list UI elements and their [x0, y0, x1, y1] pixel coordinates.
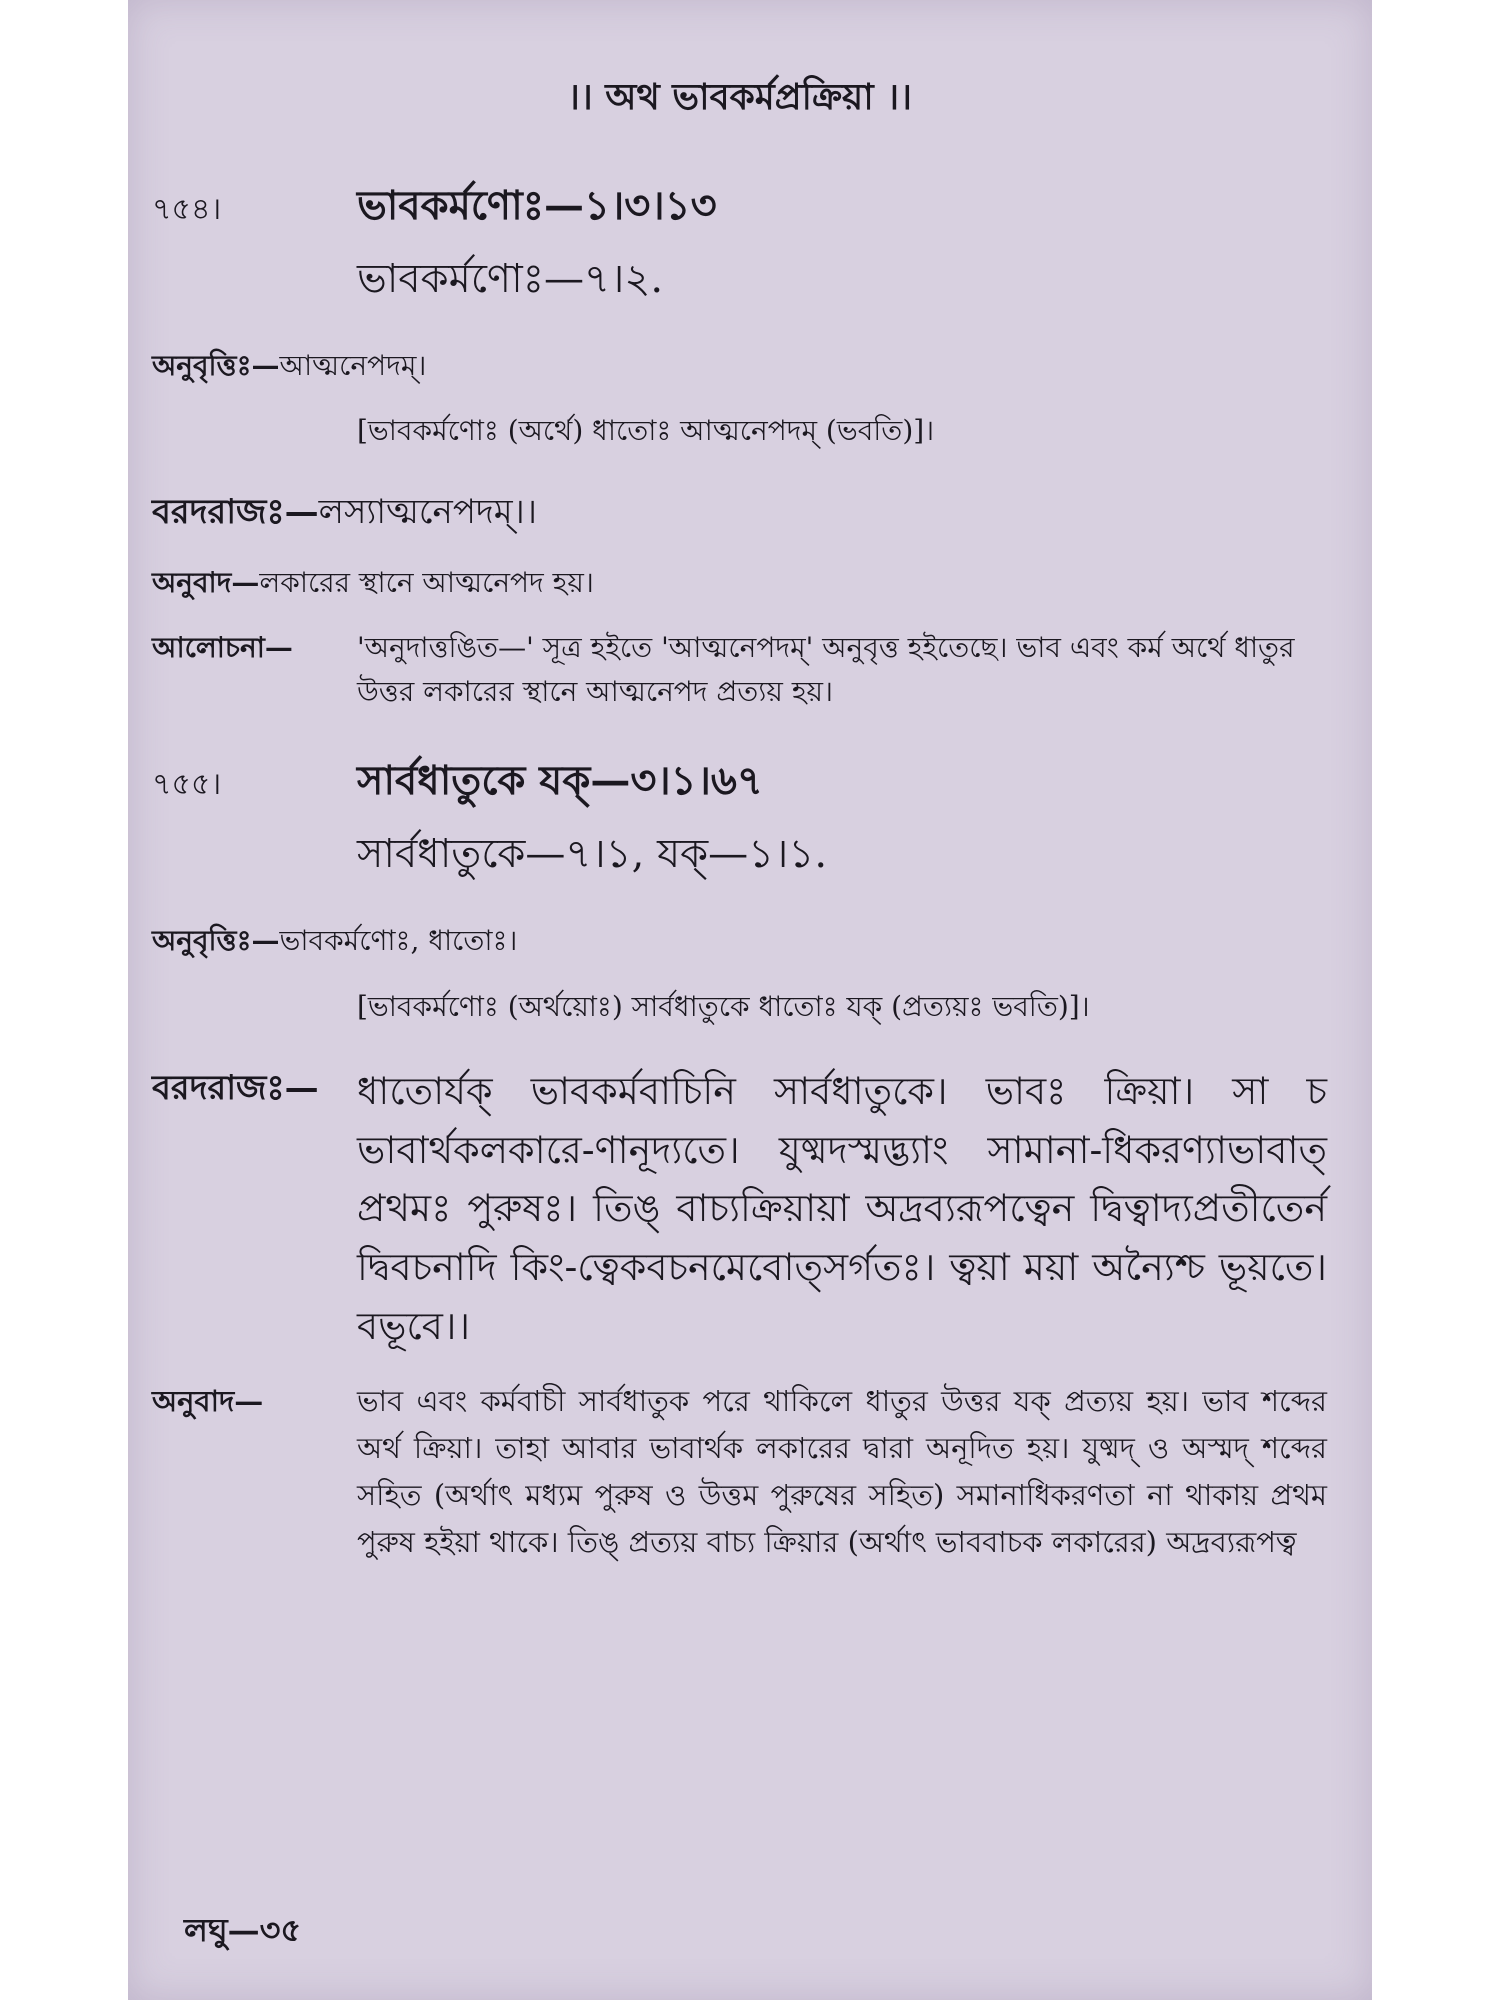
vakya: [ভাবকর্মণোঃ (অর্থয়োঃ) সার্বধাতুকে ধাতোঃ যক্ (প্রত্যয়ঃ ভবতি)]।	[357, 989, 1090, 1023]
vakya: [ভাবকর্মণোঃ (অর্থে) ধাতোঃ আত্মনেপদম্ (ভবতি)]।	[357, 414, 935, 448]
varadaraja-text: ধাতোর্যক্ ভাবকর্মবাচিনি সার্বধাতুকে। ভাবঃ ক্রিয়া। সা চ ভাবার্থকলকারে-ণানূদ্যতে। যুষ্মদস্মদ্ভ্যাং সামানা-ধিকরণ্যাভাবাত্ প্রথমঃ পুরুষঃ। তিঙ্ বাচ্যক্রিয়ায়া অদ্রব্যরূপত্বেন দ্বিত্বাদ্যপ্রতীতের্ন দ্বিবচনাদি কিং-ত্বেকবচনমেবোত্সর্গতঃ। ত্বয়া ময়া অন্যৈশ্চ ভূয়তে। বভূবে।।	[357, 1068, 1327, 1349]
anuvritti-text: আত্মনেপদম্।	[279, 349, 427, 382]
sutra-number: ৭৫৪।	[152, 192, 222, 227]
anuvritti-label: অনুবৃত্তিঃ—	[152, 924, 280, 958]
page-footer: লঘু—৩৫	[184, 1911, 302, 1949]
page-content	[152, 70, 1327, 1588]
anubad	[152, 1378, 1327, 1566]
padachheda: ভাবকর্মণোঃ—৭।২.	[357, 256, 664, 302]
sutra-text: সার্বধাতুকে যক্—৩।১।৬৭	[357, 757, 763, 805]
alochana-text: 'অনুদাত্তঙিত—' সূত্র হইতে 'আত্মনেপদম্' অনুবৃত্ত হইতেছে। ভাব এবং কর্ম অর্থে ধাতুর উত্তর লকারের স্থানে আত্মনেপদ প্রত্যয় হয়।	[357, 631, 1295, 708]
alochana-label: আলোচনা—	[152, 631, 293, 665]
anubad-label: অনুবাদ—	[152, 566, 260, 600]
chapter-title: ।। অথ ভাবকর্মপ্রক্রিয়া ।।	[567, 76, 912, 118]
anuvritti-label: অনুবৃত্তিঃ—	[152, 349, 280, 382]
anubad-label: অনুবাদ—	[152, 1384, 264, 1419]
sutra-755-header	[152, 749, 1327, 816]
book-page	[128, 0, 1372, 2000]
sutra-number: ৭৫৫।	[152, 767, 222, 803]
anuvritti	[152, 919, 1327, 962]
anubad	[152, 561, 1327, 604]
varadaraja	[152, 1062, 1327, 1356]
alochana	[152, 626, 1327, 713]
anuvritti	[152, 344, 1327, 387]
varadaraja	[152, 486, 1327, 539]
anuvritti-text: ভাবকর্মণোঃ, ধাতোঃ।	[279, 924, 518, 958]
sutra-text: ভাবকর্মণোঃ—১।৩।১৩	[357, 182, 717, 229]
anubad-text: লকারের স্থানে আত্মনেপদ হয়।	[259, 566, 594, 600]
varadaraja-label: বরদরাজঃ—	[152, 492, 319, 533]
varadaraja-label: বরদরাজঃ—	[152, 1067, 319, 1108]
anubad-text: ভাব এবং কর্মবাচী সার্বধাতুক পরে থাকিলে ধাতুর উত্তর যক্ প্রত্যয় হয়। ভাব শব্দের অর্থ ক্রিয়া। তাহা আবার ভাবার্থক লকারের দ্বারা অনূদিত হয়। যুষ্মদ্ ও অস্মদ্ শব্দের সহিত (অর্থাৎ মধ্যম পুরুষ ও উত্তম পুরুষের সহিত) সমানাধিকরণতা না থাকায় প্রথম পুরুষ হইয়া থাকে। তিঙ্ প্রত্যয় বাচ্য ক্রিয়ার (অর্থাৎ ভাববাচক লকারের) অদ্রব্যরূপত্ব	[357, 1384, 1327, 1559]
sutra-754-header	[152, 174, 1327, 241]
padachheda: সার্বধাতুকে—৭।১, যক্—১।১.	[357, 831, 828, 878]
varadaraja-text: লস্যাত্মনেপদম্।।	[318, 492, 537, 533]
